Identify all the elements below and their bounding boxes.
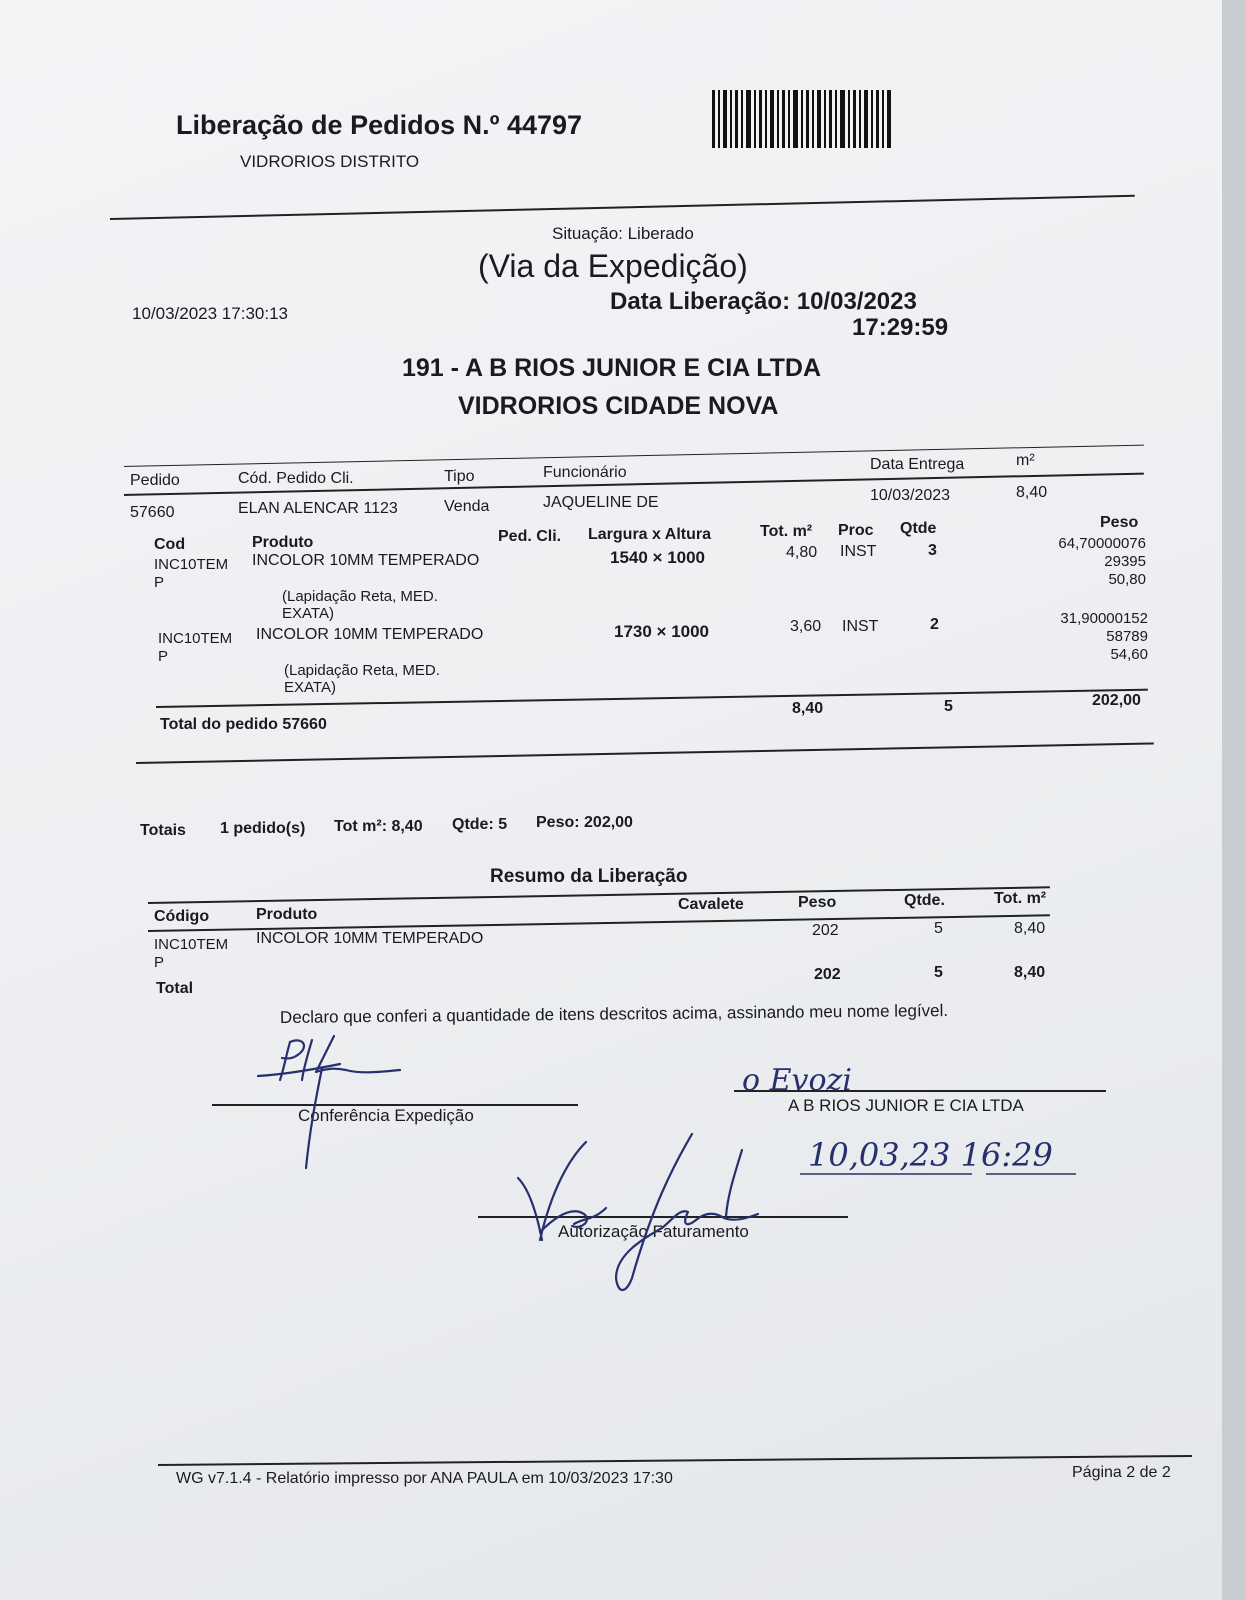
item-2-peso-line2: 58789 [1106,628,1148,645]
value-funcionario: JAQUELINE DE [543,494,659,511]
item-2-cod [158,630,232,666]
item-2-detail-line2: EXATA) [284,679,336,696]
autorizacao-signature [512,1128,772,1298]
order-total-tot-m2: 8,40 [792,700,824,717]
conferencia-signature [250,1028,420,1178]
summary-header-cavalete: Cavalete [678,896,744,913]
item-2-cod-line2: P [158,648,169,665]
item-2-peso-line3: 54,60 [1110,646,1148,663]
item-1-medida: 1540 × 1000 [610,548,706,567]
order-header-top-rule [124,445,1144,467]
items-header-peso: Peso [1100,514,1139,531]
item-2-peso [1040,610,1148,664]
item-1-tot-m2: 4,80 [786,544,818,561]
label-funcionario: Funcionário [543,464,627,481]
autorizacao-label: Autorização Faturamento [558,1222,749,1241]
item-1-detail-line1: (Lapidação Reta, MED. [282,588,438,605]
summary-total-peso: 202 [814,966,841,983]
item-1-cod-line1: INC10TEM [154,556,229,573]
item-1-peso-line1: 64,70000076 [1058,535,1146,552]
footer-rule [158,1455,1192,1466]
item-1-peso-line2: 29395 [1104,553,1146,570]
copy-label: (Via da Expedição) [478,248,748,284]
handwritten-date [800,1130,1100,1184]
item-1-proc: INST [840,543,877,560]
item-1-qtde: 3 [928,542,937,559]
value-cod-pedido-cli: ELAN ALENCAR 1123 [238,500,398,517]
summary-row-tot-m2: 8,40 [1014,920,1046,937]
barcode [712,90,894,148]
client-store: VIDRORIOS CIDADE NOVA [458,392,779,420]
item-2-detail [284,662,440,696]
summary-row-codigo-line1: INC10TEM [154,936,229,953]
item-2-detail-line1: (Lapidação Reta, MED. [284,662,440,679]
value-data-entrega: 10/03/2023 [870,487,951,504]
label-tipo: Tipo [444,468,475,485]
item-1-peso [1040,535,1146,589]
conferencia-label: Conferência Expedição [298,1106,474,1125]
item-2-tot-m2: 3,60 [790,618,822,635]
summary-total-qtde: 5 [934,964,943,981]
label-m2: m² [1016,452,1035,469]
declaration-text: Declaro que conferi a quantidade de itens descritos acima, assinando meu nome legível. [279,1001,949,1027]
summary-row-qtde: 5 [934,920,943,937]
summary-title: Resumo da Liberação [490,866,688,887]
items-header-qtde: Qtde [900,520,937,537]
header-divider [110,195,1135,220]
totals-pedidos: 1 pedido(s) [220,820,306,837]
client-signature-handwritten [736,1052,976,1098]
items-header-proc: Proc [838,522,874,539]
totals-tot-m2: Tot m²: 8,40 [334,818,423,835]
summary-header-qtde: Qtde. [904,892,945,909]
items-header-produto: Produto [252,534,314,551]
client-signature-name: o Evozi [742,1063,852,1098]
item-2-proc: INST [842,618,879,635]
summary-total-label: Total [156,980,194,997]
items-header-cod: Cod [154,536,186,553]
value-m2: 8,40 [1016,484,1048,501]
page-edge-shadow [1222,0,1246,1600]
release-date: Data Liberação: 10/03/2023 [610,288,917,315]
summary-header-peso: Peso [798,894,837,911]
item-1-cod [154,556,228,592]
item-1-cod-line2: P [154,574,165,591]
order-total-qtde: 5 [944,698,953,715]
totals-peso: Peso: 202,00 [536,814,633,831]
order-block-end-rule [136,742,1154,764]
totals-qtde: Qtde: 5 [452,816,508,833]
summary-row-produto: INCOLOR 10MM TEMPERADO [256,930,484,947]
footer-text: WG v7.1.4 - Relatório impresso por ANA PAULA em 10/03/2023 17:30 [176,1470,673,1487]
value-pedido: 57660 [130,504,175,521]
item-1-detail-line2: EXATA) [282,605,334,622]
totals-label: Totais [140,822,186,839]
items-header-tot-m2: Tot. m² [760,523,813,540]
status-text: Situação: Liberado [552,224,694,243]
document-title: Liberação de Pedidos N.º 44797 [176,110,583,140]
label-cod-pedido-cli: Cód. Pedido Cli. [238,470,354,487]
page-number: Página 2 de 2 [1072,1464,1171,1481]
order-total-peso: 202,00 [1092,692,1141,709]
item-2-peso-line1: 31,90000152 [1060,610,1148,627]
summary-row-peso: 202 [812,922,839,939]
summary-header-tot-m2: Tot. m² [994,890,1047,907]
summary-row-codigo [154,936,228,972]
item-1-produto: INCOLOR 10MM TEMPERADO [252,552,480,569]
print-datetime: 10/03/2023 17:30:13 [132,304,288,323]
item-2-qtde: 2 [930,616,939,633]
item-1-peso-line3: 50,80 [1108,571,1146,588]
item-1-detail [282,588,438,622]
order-total-label: Total do pedido 57660 [160,716,327,733]
items-header-largura-altura: Largura x Altura [588,526,711,543]
label-data-entrega: Data Entrega [870,456,965,473]
item-2-produto: INCOLOR 10MM TEMPERADO [256,626,484,643]
summary-row-codigo-line2: P [154,954,165,971]
summary-header-codigo: Código [154,908,210,925]
client-name: 191 - A B RIOS JUNIOR E CIA LTDA [402,354,822,382]
item-2-medida: 1730 × 1000 [614,622,710,641]
item-2-cod-line1: INC10TEM [158,630,233,647]
items-header-ped-cli: Ped. Cli. [498,528,562,545]
value-tipo: Venda [444,498,490,515]
handwritten-date-text: 10,03,23 16:29 [808,1136,1053,1174]
release-time: 17:29:59 [852,314,949,341]
summary-header-produto: Produto [256,906,318,923]
company-name: VIDRORIOS DISTRITO [240,152,420,171]
client-signature-label: A B RIOS JUNIOR E CIA LTDA [788,1096,1024,1115]
summary-total-tot-m2: 8,40 [1014,964,1046,981]
label-pedido: Pedido [130,472,180,489]
